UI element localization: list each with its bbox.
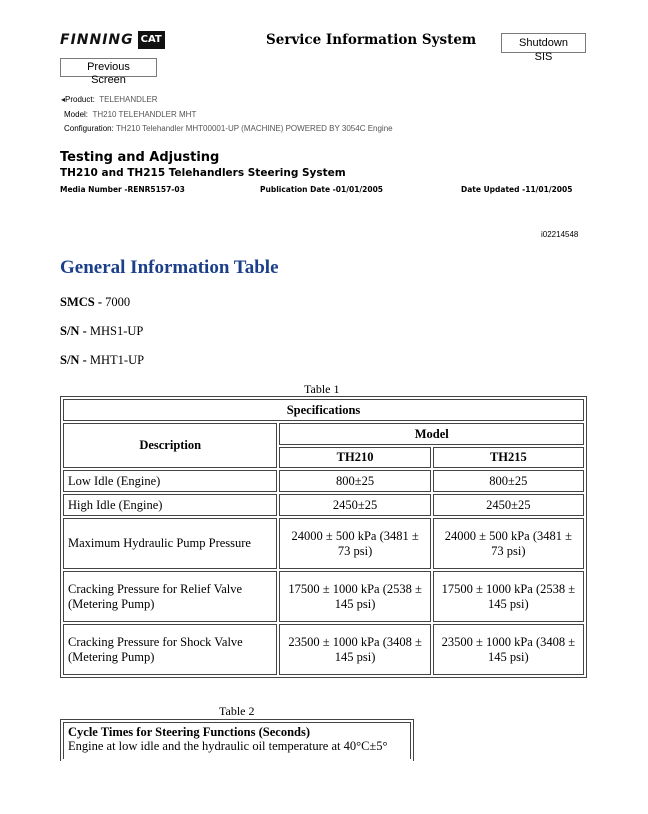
sn1-label: S/N -	[60, 324, 90, 338]
table1-title: Specifications	[63, 399, 584, 421]
configuration-line	[64, 124, 393, 133]
table-row	[63, 470, 584, 492]
app-title: Service Information System	[266, 32, 477, 48]
th215-value: 24000 ± 500 kPa (3481 ± 73 psi)	[433, 518, 584, 569]
row-description: Maximum Hydraulic Pump Pressure	[63, 518, 277, 569]
serial-number-line-1	[60, 324, 143, 339]
serial-number-line-2	[60, 353, 144, 368]
finning-cat-logo	[60, 29, 164, 51]
table-row	[63, 494, 584, 516]
section-title: Testing and Adjusting	[60, 150, 220, 165]
page-heading: General Information Table	[60, 257, 279, 278]
sn1-value: MHS1-UP	[89, 324, 144, 338]
model-value: TH210 TELEHANDLER MHT	[92, 110, 197, 119]
description-header: Description	[63, 423, 277, 468]
th215-value: 17500 ± 1000 kPa (2538 ± 145 psi)	[433, 571, 584, 622]
model-line	[64, 110, 196, 119]
row-description: Cracking Pressure for Relief Valve (Metering Pump)	[63, 571, 277, 622]
th210-value: 2450±25	[279, 494, 430, 516]
publication-date: Publication Date -01/01/2005	[260, 185, 384, 194]
smcs-label: SMCS -	[60, 295, 106, 309]
product-label: Product:	[65, 95, 95, 104]
table2-caption: Table 2	[219, 704, 255, 718]
table-row	[63, 571, 584, 622]
th215-value: 2450±25	[433, 494, 584, 516]
table2-subtitle: Engine at low idle and the hydraulic oil temperature at 40°C±5°	[68, 739, 388, 753]
row-description: Low Idle (Engine)	[63, 470, 277, 492]
configuration-label: Configuration:	[64, 124, 114, 133]
sn2-value: MHT1-UP	[89, 353, 145, 367]
th210-value: 800±25	[279, 470, 430, 492]
table-row	[63, 624, 584, 675]
th215-value: 800±25	[433, 470, 584, 492]
configuration-value: TH210 Telehandler MHT00001-UP (MACHINE) POWERED BY 3054C Engine	[116, 124, 393, 133]
cycle-times-table	[60, 719, 414, 761]
media-number: Media Number -RENR5157-03	[60, 185, 185, 194]
model-header: Model	[279, 423, 584, 445]
th215-header: TH215	[433, 447, 584, 468]
row-description: High Idle (Engine)	[63, 494, 277, 516]
th215-value: 23500 ± 1000 kPa (3408 ± 145 psi)	[433, 624, 584, 675]
document-id: i02214548	[541, 230, 579, 239]
document-subtitle: TH210 and TH215 Telehandlers Steering System	[60, 167, 346, 179]
smcs-value: 7000	[105, 295, 131, 309]
back-arrow-icon[interactable]: ◂	[61, 95, 66, 104]
previous-screen-button[interactable]: Previous Screen	[60, 58, 157, 77]
cycle-times-header	[63, 722, 411, 759]
product-value: TELEHANDLER	[99, 95, 158, 104]
cat-logo-badge: CAT	[138, 31, 165, 49]
th210-value: 24000 ± 500 kPa (3481 ± 73 psi)	[279, 518, 430, 569]
model-label: Model:	[64, 110, 89, 119]
date-updated: Date Updated -11/01/2005	[461, 185, 573, 194]
smcs-line	[60, 295, 130, 310]
th210-value: 17500 ± 1000 kPa (2538 ± 145 psi)	[279, 571, 430, 622]
row-description: Cracking Pressure for Shock Valve (Metering Pump)	[63, 624, 277, 675]
shutdown-sis-button[interactable]: Shutdown SIS	[501, 33, 586, 53]
finning-logo-text: FINNING	[60, 32, 134, 48]
table2-title: Cycle Times for Steering Functions (Seconds)	[68, 725, 311, 739]
product-line	[61, 95, 158, 104]
specifications-table	[60, 396, 587, 678]
sn2-label: S/N -	[60, 353, 90, 367]
th210-value: 23500 ± 1000 kPa (3408 ± 145 psi)	[279, 624, 430, 675]
table1-caption: Table 1	[304, 382, 340, 396]
table-row	[63, 518, 584, 569]
th210-header: TH210	[279, 447, 430, 468]
